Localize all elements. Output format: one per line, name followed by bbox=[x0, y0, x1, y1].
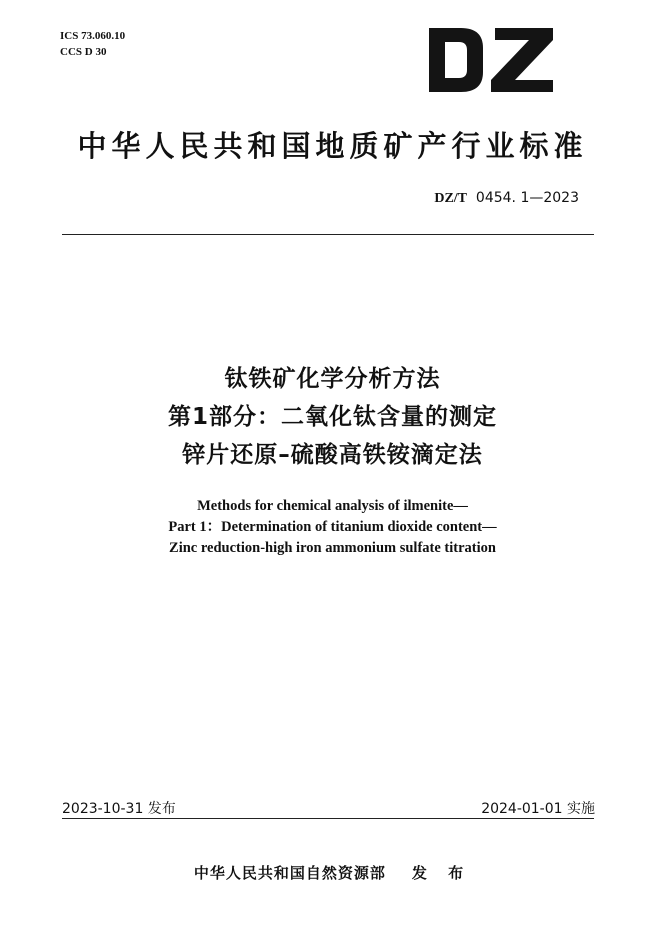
ics-code: ICS 73.060.10 bbox=[60, 30, 126, 42]
standard-number bbox=[434, 190, 579, 207]
chinese-title-line-3: 锌片还原–硫酸高铁铵滴定法 bbox=[182, 442, 483, 468]
english-title-line-1: Methods for chemical analysis of ilmenite— bbox=[197, 498, 468, 514]
implement-date: 2024-01-01 实施 bbox=[481, 801, 595, 817]
english-title-line-3: Zinc reduction-high iron ammonium sulfate titration bbox=[169, 540, 496, 556]
dz-logo bbox=[425, 26, 557, 94]
classification-codes bbox=[60, 28, 125, 60]
english-title bbox=[0, 496, 665, 559]
issuer-action: 发 布 bbox=[411, 864, 472, 882]
chinese-title-line-2: 第1部分：二氧化钛含量的测定 bbox=[167, 404, 497, 430]
standard-code: 0454. 1—2023 bbox=[475, 190, 579, 206]
ccs-code: CCS D 30 bbox=[60, 46, 107, 58]
standard-prefix: DZ/T bbox=[434, 191, 468, 206]
bottom-divider bbox=[62, 818, 594, 819]
chinese-title bbox=[0, 360, 665, 474]
publish-date: 2023-10-31 发布 bbox=[62, 801, 176, 817]
org-title: 中华人民共和国地质矿产行业标准 bbox=[77, 129, 588, 163]
issuer bbox=[0, 862, 665, 883]
top-divider bbox=[62, 234, 594, 235]
chinese-title-line-1: 钛铁矿化学分析方法 bbox=[224, 366, 441, 392]
issuer-name: 中华人民共和国自然资源部 bbox=[193, 864, 386, 882]
english-title-line-2: Part 1：Determination of titanium dioxide content— bbox=[168, 519, 497, 535]
